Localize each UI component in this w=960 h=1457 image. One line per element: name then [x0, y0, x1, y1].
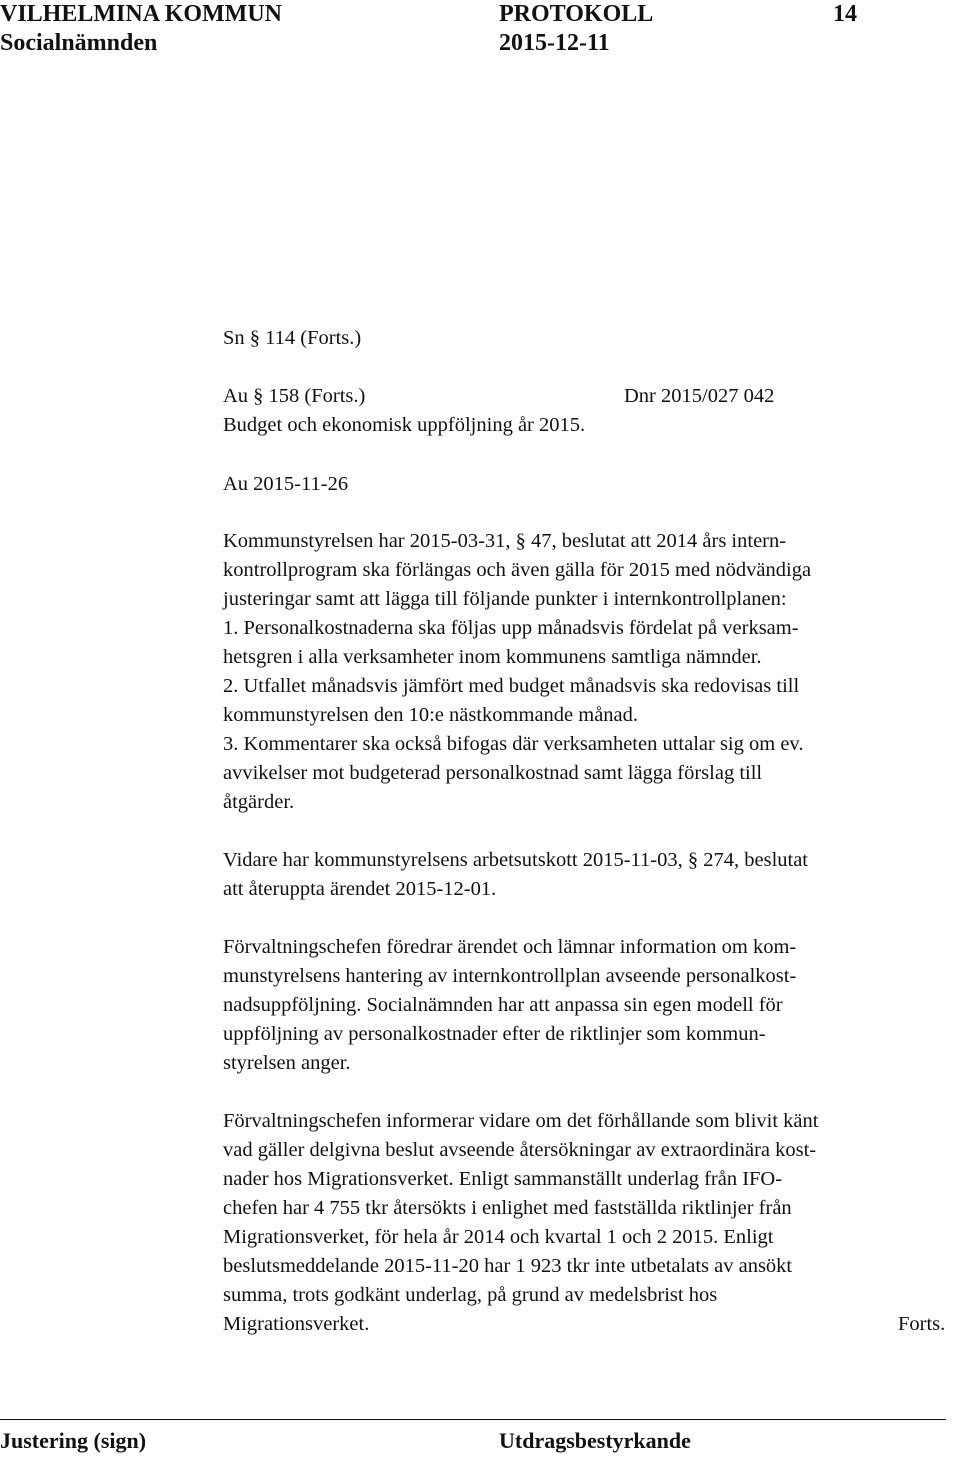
section-heading: Au 2015-11-26 [223, 473, 349, 495]
header-board: Socialnämnden [0, 30, 158, 56]
paragraph-line: summa, trots godkänt underlag, på grund av medelsbrist hos [223, 1284, 718, 1306]
paragraph-line: 3. Kommentarer ska också bifogas där verksamheten uttalar sig om ev. [223, 733, 804, 755]
paragraph-line: justeringar samt att lägga till följande punkter i internkontrollplanen: [223, 588, 787, 610]
footer-signature-label: Justering (sign) [0, 1428, 147, 1453]
paragraph-line: uppföljning av personalkostnader efter de riktlinjer som kommun- [223, 1023, 766, 1045]
case-diary-number: Dnr 2015/027 042 [624, 385, 775, 407]
paragraph-line: styrelsen anger. [223, 1052, 351, 1074]
paragraph-line: 1. Personalkostnaderna ska följas upp månadsvis fördelat på verksam- [223, 617, 799, 639]
paragraph-line: kontrollprogram ska förlängas och även gälla för 2015 med nödvändiga [223, 559, 812, 581]
paragraph-internal-control [223, 527, 958, 817]
paragraph-line: beslutsmeddelande 2015-11-20 har 1 923 tkr inte utbetalats av ansökt [223, 1255, 793, 1277]
case-reference-sn: Sn § 114 (Forts.) [223, 327, 362, 349]
paragraph-line: nader hos Migrationsverket. Enligt sammanställt underlag från IFO- [223, 1168, 783, 1190]
paragraph-line: åtgärder. [223, 791, 295, 813]
paragraph-line: Migrationsverket, för hela år 2014 och kvartal 1 och 2 2015. Enligt [223, 1226, 774, 1248]
paragraph-line: nadsuppföljning. Socialnämnden har att anpassa sin egen modell för [223, 994, 783, 1016]
paragraph-line: avvikelser mot budgeterad personalkostnad samt lägga förslag till [223, 762, 763, 784]
paragraph-line: vad gäller delgivna beslut avseende återsökningar av extraordinära kost- [223, 1139, 817, 1161]
case-title: Budget och ekonomisk uppföljning år 2015. [223, 414, 586, 436]
paragraph-line: hetsgren i alla verksamheter inom kommunens samtliga nämnder. [223, 646, 762, 668]
header-date: 2015-12-11 [499, 30, 610, 56]
header-doc-type: PROTOKOLL [499, 1, 654, 27]
case-reference-au: Au § 158 (Forts.) [223, 385, 366, 407]
paragraph-line: Kommunstyrelsen har 2015-03-31, § 47, beslutat att 2014 års intern- [223, 530, 787, 552]
footer-certification-label: Utdragsbestyrkande [499, 1428, 691, 1453]
paragraph-line: Migrationsverket. [223, 1313, 370, 1335]
paragraph-migration-agency [223, 1107, 958, 1339]
paragraph-line: munstyrelsens hantering av internkontrollplan avseende personalkost- [223, 965, 797, 987]
signature-rule [0, 1419, 946, 1420]
continued-marker: Forts. [898, 1313, 946, 1335]
paragraph-line: att återuppta ärendet 2015-12-01. [223, 878, 497, 900]
paragraph-line: Vidare har kommunstyrelsens arbetsutskott 2015-11-03, § 274, beslutat [223, 849, 809, 871]
paragraph-line: Förvaltningschefen föredrar ärendet och lämnar information om kom- [223, 936, 797, 958]
header-municipality: VILHELMINA KOMMUN [0, 1, 282, 27]
paragraph-working-committee [223, 846, 958, 904]
paragraph-line: 2. Utfallet månadsvis jämfört med budget månadsvis ska redovisas till [223, 675, 800, 697]
paragraph-line: Förvaltningschefen informerar vidare om det förhållande som blivit känt [223, 1110, 819, 1132]
paragraph-presentation [223, 933, 958, 1078]
paragraph-line: kommunstyrelsen den 10:e nästkommande månad. [223, 704, 639, 726]
header-page-number: 14 [833, 1, 857, 27]
paragraph-line: chefen har 4 755 tkr återsökts i enlighet med fastställda riktlinjer från [223, 1197, 792, 1219]
